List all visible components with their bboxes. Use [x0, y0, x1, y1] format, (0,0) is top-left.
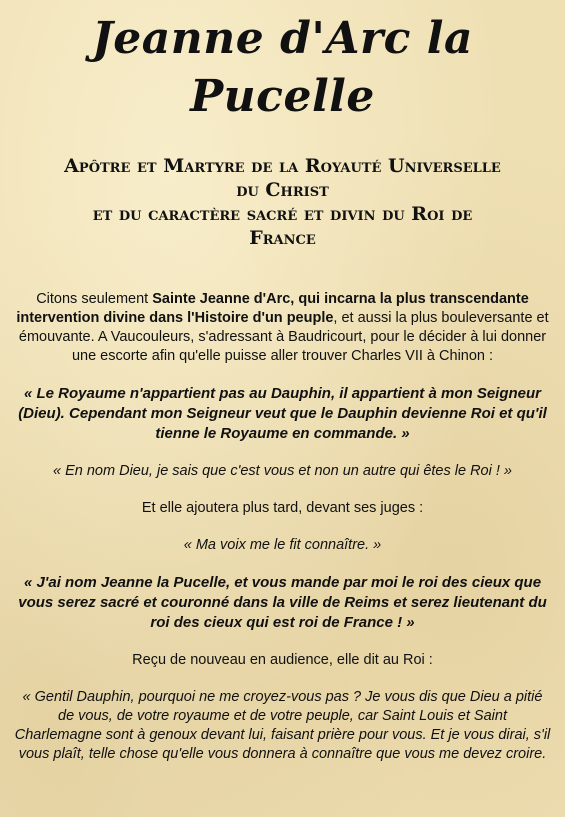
- subtitle-line-4: France: [249, 227, 316, 249]
- document-body: [14, 290, 551, 764]
- paragraph-audience: Reçu de nouveau en audience, elle dit au Roi :: [132, 652, 433, 668]
- quote-ma-voix: « Ma voix me le fit connaître. »: [183, 537, 382, 553]
- paragraph-juges: Et elle ajoutera plus tard, devant ses juges :: [141, 500, 424, 516]
- quote-en-nom-dieu: « En nom Dieu, je sais que c'est vous et non un autre qui êtes le Roi ! »: [53, 463, 512, 479]
- intro-highlight: Sainte Jeanne d'Arc, qui incarna la plus transcendante intervention divine dans l'Histoire d'un peuple: [16, 291, 529, 326]
- quote-jeanne-la-pucelle: « J'ai nom Jeanne la Pucelle, et vous mande par moi le roi des cieux que vous serez sacré et couronné dans la ville de Reims et serez lieutenant du roi des cieux qui est roi de France ! »: [18, 574, 547, 631]
- subtitle-line-1: Apôtre et Martyre de la Royauté Universelle: [64, 155, 501, 177]
- intro-text-2: , et aussi la plus bouleversante et émouvante. A Vaucouleurs, s'adressant à Baudricourt, pour le décider à lui donner une escorte afin qu'elle puisse aller trouver Charles VII à Chinon :: [18, 310, 549, 364]
- subtitle-line-3: et du caractère sacré et divin du Roi de: [92, 203, 473, 225]
- document-page: [0, 10, 565, 817]
- page-title: Jeanne d'Arc la Pucelle: [91, 13, 473, 122]
- subtitle: [24, 154, 541, 250]
- quote-royaume: « Le Royaume n'appartient pas au Dauphin, il appartient à mon Seigneur (Dieu). Cependant mon Seigneur veut que le Dauphin devienne Roi et qu'il tienne le Royaume en commande. »: [18, 385, 547, 442]
- intro-paragraph: [14, 290, 551, 366]
- quote-gentil-dauphin: « Gentil Dauphin, pourquoi ne me croyez-vous pas ? Je vous dis que Dieu a pitié de vous, de votre royaume et de votre peuple, car Saint Louis et Saint Charlemagne sont à genoux devant lui, faisant prière pour vous. Et je vous dirai, s'il vous plaît, telle chose qu'elle vous donnera à connaître que vous me devez croire.: [14, 689, 551, 762]
- subtitle-line-2: du Christ: [236, 179, 329, 201]
- intro-text-1: Citons seulement: [36, 291, 153, 307]
